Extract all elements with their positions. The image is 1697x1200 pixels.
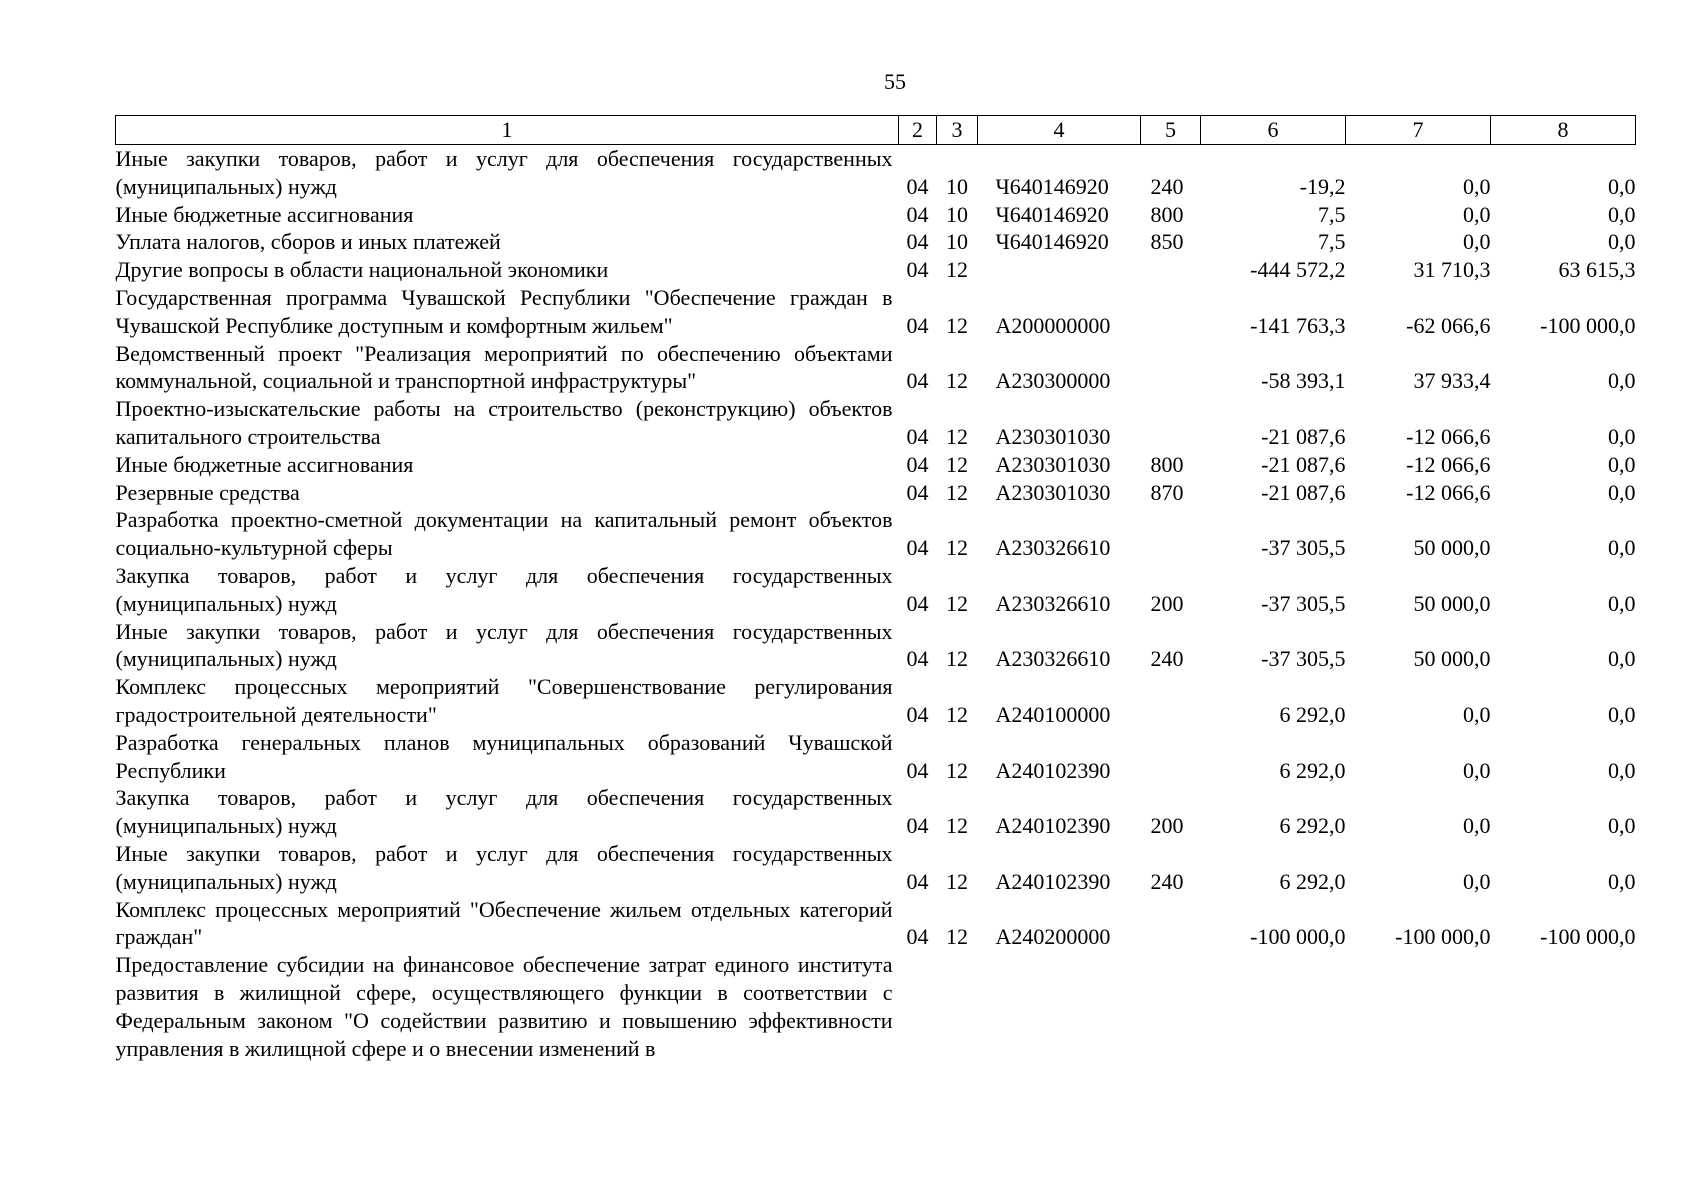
subsection-code: 12: [946, 757, 968, 783]
subsection-code: 12: [946, 590, 968, 616]
item-name: Иные закупки товаров, работ и услуг для обеспечения государственных (муниципальных) нужд: [115, 146, 893, 199]
section-code: 04: [906, 229, 929, 255]
item-name: Предоставление субсидии на финансовое обеспечение затрат единого института развития в жилищной сфере, осуществляющего функции в соответствии с Федеральным законом "О содействии развитию и повышению эффективности управления в жилищной сфере и о внесении изменений в: [115, 952, 893, 1061]
table-row: [116, 506, 1636, 562]
expense-type-code: 800: [1150, 451, 1184, 477]
column-header: 8: [1491, 116, 1636, 145]
amount-col7: 37 933,4: [1413, 368, 1491, 394]
expense-type-code: 240: [1150, 173, 1184, 199]
item-name: Проектно-изыскательские работы на строительство (реконструкцию) объектов капитального строительства: [115, 396, 893, 449]
item-name: Уплата налогов, сборов и иных платежей: [115, 229, 501, 255]
target-article-code: А230300000: [995, 368, 1111, 394]
amount-col7: -12 066,6: [1406, 479, 1491, 505]
amount-col8: 0,0: [1608, 813, 1636, 839]
column-header: 3: [937, 116, 978, 145]
table-row: [116, 256, 1636, 284]
target-article-code: А230326610: [995, 646, 1111, 672]
expense-type-code: 800: [1150, 201, 1184, 227]
amount-col6: 6 292,0: [1279, 813, 1346, 839]
subsection-code: 10: [946, 229, 968, 255]
subsection-code: 12: [946, 257, 968, 283]
target-article-code: А230301030: [995, 423, 1111, 449]
amount-col6: -21 087,6: [1261, 451, 1346, 477]
target-article-code: А240102390: [995, 813, 1111, 839]
page-number: 55: [884, 69, 906, 94]
amount-col8: 0,0: [1608, 479, 1636, 505]
table-row: [116, 562, 1636, 618]
amount-col6: -58 393,1: [1261, 368, 1346, 394]
item-name: Закупка товаров, работ и услуг для обеспечения государственных (муниципальных) нужд: [115, 562, 893, 616]
subsection-code: 12: [946, 535, 968, 561]
amount-col6: -37 305,5: [1261, 535, 1346, 561]
amount-col7: 31 710,3: [1413, 257, 1491, 283]
amount-col6: 6 292,0: [1279, 868, 1346, 894]
section-code: 04: [906, 257, 929, 283]
section-code: 04: [906, 868, 929, 894]
amount-col7: -12 066,6: [1406, 451, 1491, 477]
expense-type-code: 240: [1150, 868, 1184, 894]
expense-type-code: [1141, 506, 1201, 562]
amount-col8: 0,0: [1608, 590, 1636, 616]
section-code: 04: [906, 479, 929, 505]
amount-col6: -21 087,6: [1261, 479, 1346, 505]
subsection-code: 12: [946, 423, 968, 449]
expense-type-code: [1141, 256, 1201, 284]
table-row: [116, 729, 1636, 785]
section-code: 04: [906, 535, 929, 561]
amount-col6: -37 305,5: [1261, 646, 1346, 672]
section-code: 04: [906, 924, 929, 950]
expense-type-code: [1141, 673, 1201, 729]
amount-col8: 0,0: [1608, 535, 1636, 561]
amount-col8: -100 000,0: [1540, 312, 1636, 338]
amount-col8: 0,0: [1608, 423, 1636, 449]
amount-col8: [1491, 951, 1636, 1062]
amount-col7: -100 000,0: [1395, 924, 1491, 950]
amount-col7: 0,0: [1463, 757, 1491, 783]
amount-col6: -141 763,3: [1250, 312, 1346, 338]
item-name: Иные бюджетные ассигнования: [115, 201, 414, 227]
item-name: Разработка проектно-сметной документации на капитальный ремонт объектов социально-культурной сферы: [115, 507, 893, 561]
amount-col8: 0,0: [1608, 451, 1636, 477]
amount-col6: -100 000,0: [1250, 924, 1346, 950]
expense-type-code: [1141, 729, 1201, 785]
amount-col6: [1201, 951, 1346, 1062]
amount-col8: 0,0: [1608, 757, 1636, 783]
expense-type-code: 200: [1150, 813, 1184, 839]
section-code: 04: [906, 312, 929, 338]
target-article-code: Ч640146920: [995, 173, 1109, 199]
item-name: Ведомственный проект "Реализация мероприятий по обеспечению объектами коммунальной, социальной и транспортной инфраструктуры": [115, 340, 893, 394]
table-body: [116, 145, 1636, 1063]
subsection-code: 12: [946, 868, 968, 894]
item-name: Комплекс процессных мероприятий "Обеспечение жильем отдельных категорий граждан": [115, 896, 893, 950]
table-row: [116, 896, 1636, 952]
amount-col7: -62 066,6: [1406, 312, 1491, 338]
expense-type-code: 850: [1150, 229, 1184, 255]
table-row: [116, 145, 1636, 201]
subsection-code: [937, 951, 978, 1062]
target-article-code: А200000000: [995, 312, 1111, 338]
section-code: 04: [906, 813, 929, 839]
table-row: [116, 395, 1636, 451]
amount-col6: -444 572,2: [1250, 257, 1346, 283]
subsection-code: 12: [946, 701, 968, 727]
amount-col7: 0,0: [1463, 173, 1491, 199]
item-name: Государственная программа Чувашской Республики "Обеспечение граждан в Чувашской Республике доступным и комфортным жильем": [115, 284, 893, 338]
item-name: Иные закупки товаров, работ и услуг для обеспечения государственных (муниципальных) нужд: [115, 618, 893, 672]
subsection-code: 12: [946, 451, 968, 477]
amount-col8: 63 615,3: [1558, 257, 1636, 283]
table-row: [116, 840, 1636, 896]
section-code: 04: [906, 590, 929, 616]
section-code: 04: [906, 173, 929, 199]
section-code: 04: [906, 701, 929, 727]
amount-col8: 0,0: [1608, 173, 1636, 199]
amount-col8: 0,0: [1608, 646, 1636, 672]
amount-col8: -100 000,0: [1540, 924, 1636, 950]
amount-col7: 0,0: [1463, 229, 1491, 255]
amount-col7: -12 066,6: [1406, 423, 1491, 449]
table-row: [116, 451, 1636, 479]
amount-col7: 50 000,0: [1413, 646, 1491, 672]
subsection-code: 12: [946, 924, 968, 950]
target-article-code: А230301030: [995, 451, 1111, 477]
amount-col8: 0,0: [1608, 701, 1636, 727]
table-row: [116, 618, 1636, 674]
amount-col8: 0,0: [1608, 368, 1636, 394]
item-name: Закупка товаров, работ и услуг для обеспечения государственных (муниципальных) нужд: [115, 785, 893, 839]
item-name: Разработка генеральных планов муниципальных образований Чувашской Республики: [115, 729, 893, 783]
target-article-code: А240102390: [995, 757, 1111, 783]
section-code: 04: [906, 757, 929, 783]
expense-type-code: [1141, 951, 1201, 1062]
target-article-code: А230326610: [995, 535, 1111, 561]
subsection-code: 12: [946, 813, 968, 839]
table-row: [116, 201, 1636, 229]
amount-col7: 0,0: [1463, 813, 1491, 839]
target-article-code: Ч640146920: [995, 201, 1109, 227]
expense-type-code: [1141, 896, 1201, 952]
amount-col7: 50 000,0: [1413, 590, 1491, 616]
column-header: 7: [1346, 116, 1491, 145]
subsection-code: 12: [946, 646, 968, 672]
table-row: [116, 340, 1636, 396]
table-row: [116, 479, 1636, 507]
amount-col6: -21 087,6: [1261, 423, 1346, 449]
table-row: [116, 784, 1636, 840]
target-article-code: А240102390: [995, 868, 1111, 894]
amount-col8: 0,0: [1608, 201, 1636, 227]
header-row: [116, 116, 1636, 145]
section-code: 04: [906, 201, 929, 227]
column-header: 4: [978, 116, 1141, 145]
item-name: Иные закупки товаров, работ и услуг для обеспечения государственных (муниципальных) нужд: [115, 840, 893, 894]
amount-col7: 50 000,0: [1413, 535, 1491, 561]
target-article-code: Ч640146920: [995, 229, 1109, 255]
subsection-code: 12: [946, 368, 968, 394]
subsection-code: 12: [946, 479, 968, 505]
column-header: 2: [899, 116, 937, 145]
item-name: Резервные средства: [115, 479, 300, 505]
table-row: [116, 673, 1636, 729]
section-code: [899, 951, 937, 1062]
expense-type-code: [1141, 284, 1201, 340]
amount-col8: 0,0: [1608, 229, 1636, 255]
amount-col8: 0,0: [1608, 868, 1636, 894]
target-article-code: А240200000: [995, 924, 1111, 950]
amount-col7: [1346, 951, 1491, 1062]
item-name: Иные бюджетные ассигнования: [115, 451, 414, 477]
column-header: 1: [116, 116, 899, 145]
expense-type-code: [1141, 395, 1201, 451]
subsection-code: 10: [946, 201, 968, 227]
section-code: 04: [906, 368, 929, 394]
amount-col7: 0,0: [1463, 868, 1491, 894]
table-row: [116, 951, 1636, 1062]
item-name: Комплекс процессных мероприятий "Совершенствование регулирования градостроительной деятельности": [115, 674, 893, 727]
target-article-code: А230326610: [995, 590, 1111, 616]
subsection-code: 10: [946, 173, 968, 199]
subsection-code: 12: [946, 312, 968, 338]
expense-type-code: 200: [1150, 590, 1184, 616]
amount-col6: 7,5: [1318, 229, 1346, 255]
section-code: 04: [906, 646, 929, 672]
amount-col7: 0,0: [1463, 201, 1491, 227]
amount-col6: -37 305,5: [1261, 590, 1346, 616]
section-code: 04: [906, 423, 929, 449]
expense-type-code: 870: [1150, 479, 1184, 505]
amount-col7: 0,0: [1463, 701, 1491, 727]
budget-table: [115, 115, 1636, 1062]
section-code: 04: [906, 451, 929, 477]
column-header: 6: [1201, 116, 1346, 145]
column-header: 5: [1141, 116, 1201, 145]
target-article-code: А240100000: [995, 701, 1111, 727]
target-article-code: [978, 256, 1141, 284]
amount-col6: 6 292,0: [1279, 757, 1346, 783]
amount-col6: 6 292,0: [1279, 701, 1346, 727]
expense-type-code: 240: [1150, 646, 1184, 672]
table-row: [116, 284, 1636, 340]
table-row: [116, 228, 1636, 256]
target-article-code: А230301030: [995, 479, 1111, 505]
target-article-code: [978, 951, 1141, 1062]
amount-col6: 7,5: [1318, 201, 1346, 227]
amount-col6: -19,2: [1299, 173, 1346, 199]
item-name: Другие вопросы в области национальной экономики: [115, 257, 609, 283]
expense-type-code: [1141, 340, 1201, 396]
